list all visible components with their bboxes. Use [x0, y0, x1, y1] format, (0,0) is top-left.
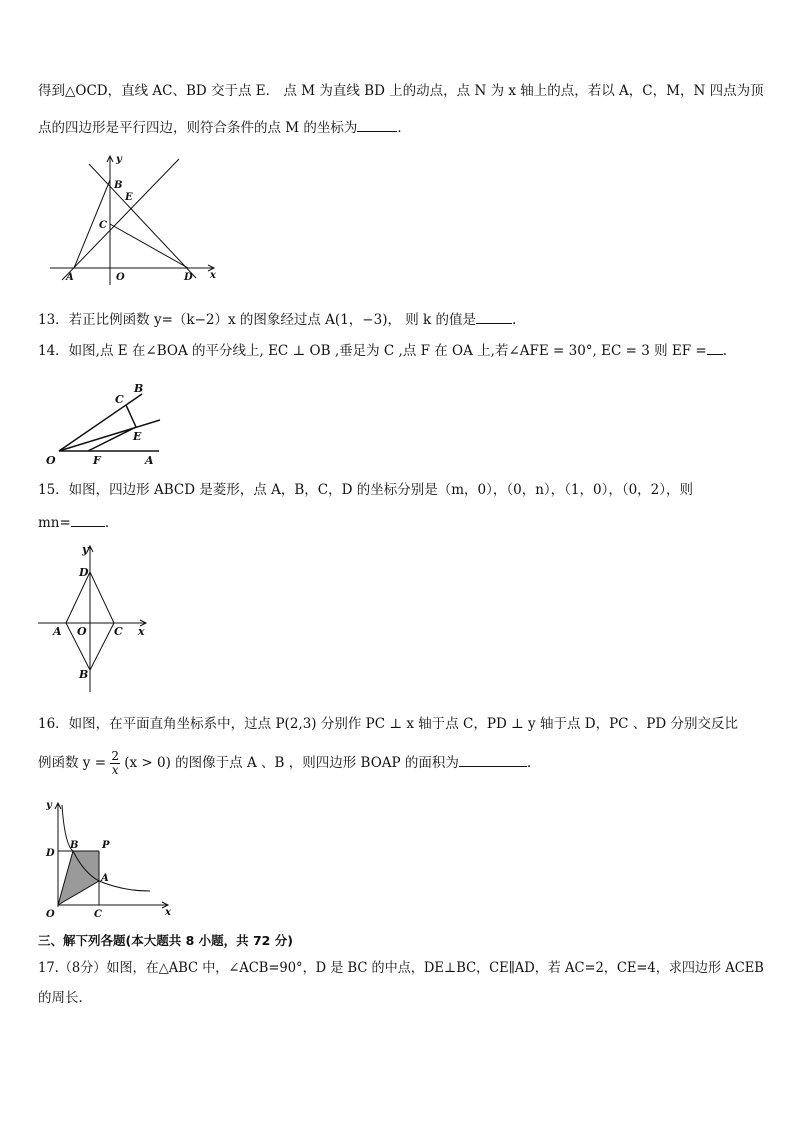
q15-label-o: O [77, 625, 87, 638]
q13-text: 13．若正比例函数 y=（k−2）x 的图象经过点 A(1，−3)， 则 k 的值是 [38, 312, 477, 328]
q12-answer-blank[interactable] [357, 117, 397, 132]
q14-segment-ec [126, 405, 136, 427]
q12-label-o: O [116, 272, 125, 283]
q14-ray-ob [59, 394, 142, 451]
q16-text-post: (x > 0) 的图像于点 A 、B ，则四边形 BOAP 的面积为 [124, 755, 459, 771]
q15-label-x: x [138, 625, 145, 638]
q16-shaded-bboap [58, 851, 99, 905]
section-3-heading: 三、解下列各题(本大题共 8 小题，共 72 分) [38, 933, 293, 948]
q14-label-c: C [115, 393, 124, 406]
q12-label-d: D [184, 272, 193, 283]
q17-text-line1: 17.（8分）如图，在△ABC 中，∠ACB=90°，D 是 BC 的中点，DE⊥BC，CE∥AD，若 AC=2，CE=4，求四边形 ACEB [38, 960, 764, 976]
q12-label-e: E [125, 192, 133, 203]
q15-label-d: D [79, 566, 89, 579]
q12-line-ac [62, 159, 179, 280]
q16-label-a: A [101, 873, 109, 884]
q12-text-line1: 得到△OCD，直线 AC、BD 交于点 E． 点 M 为直线 BD 上的动点，点 N 为 x 轴上的点，若以 A，C，M，N 四点为顶 [38, 83, 764, 99]
q16-label-x: x [165, 907, 171, 918]
q16-figure [38, 795, 178, 922]
q12-label-b: B [114, 180, 123, 191]
q16-text-line2 [38, 748, 531, 778]
q16-label-d: D [46, 848, 55, 859]
q16-text-line1: 16．如图，在平面直角坐标系中，过点 P(2,3) 分别作 PC ⊥ x 轴于点 C，PD ⊥ y 轴于点 D，PC 、PD 分别交反比 [38, 716, 738, 732]
q16-fraction-numerator: 2 [111, 749, 119, 763]
q14-line [38, 340, 727, 361]
q15-text-line2 [38, 512, 109, 533]
q14-label-e: E [133, 430, 142, 443]
q14-label-o: O [46, 454, 56, 467]
q15-text: mn= [38, 515, 71, 531]
q16-label-p: P [102, 840, 110, 851]
q12-label-x: x [210, 270, 216, 281]
q16-end-mark: . [526, 755, 532, 771]
q16-label-b: B [70, 840, 79, 851]
q16-fraction-denominator: x [111, 763, 119, 777]
q14-segment-ef [88, 427, 136, 451]
q12-segment-cd [110, 224, 188, 268]
q14-bisector [59, 420, 160, 451]
q16-text-pre: 例函数 y = [38, 755, 107, 771]
q12-label-y: y [116, 154, 122, 165]
q12-label-a: A [66, 272, 74, 283]
q14-end-mark: . [722, 343, 728, 359]
q12-end-mark: ． [397, 120, 411, 136]
q15-figure [34, 540, 154, 695]
q15-label-a: A [53, 625, 62, 638]
q13-answer-blank[interactable] [476, 309, 512, 324]
q14-text: 14．如图,点 E 在∠BOA 的平分线上, EC ⊥ OB ,垂足为 C ,点 F 在 OA 上,若∠AFE = 30°, EC = 3 则 EF = [38, 343, 707, 359]
q15-label-c: C [114, 625, 123, 638]
q16-label-o: O [46, 909, 55, 920]
q12-label-c: C [99, 220, 107, 231]
q15-label-y: y [82, 543, 89, 556]
q14-label-b: B [134, 382, 144, 395]
q15-answer-blank[interactable] [71, 512, 105, 527]
q13-end-mark: . [512, 312, 517, 328]
q12-text: 点的四边形是平行四边，则符合条件的点 M 的坐标为 [38, 120, 358, 136]
q14-figure [44, 378, 174, 468]
q14-label-a: A [145, 454, 154, 467]
q13-line [38, 309, 516, 330]
q12-figure [44, 150, 224, 285]
q15-text-line1: 15．如图，四边形 ABCD 是菱形，点 A，B，C，D 的坐标分别是（m，0），（0，n），（1，0），（0，2），则 [38, 482, 694, 498]
q16-label-y: y [46, 800, 52, 811]
q16-fraction [110, 750, 120, 777]
q14-answer-blank[interactable] [707, 340, 723, 355]
q14-label-f: F [93, 454, 101, 467]
q15-end-mark: . [104, 515, 110, 531]
q12-text-line2 [38, 117, 411, 138]
q15-label-b: B [79, 668, 89, 681]
q16-answer-blank[interactable] [459, 752, 527, 767]
q17-text-line2: 的周长． [38, 990, 92, 1006]
q16-label-c: C [94, 909, 102, 920]
